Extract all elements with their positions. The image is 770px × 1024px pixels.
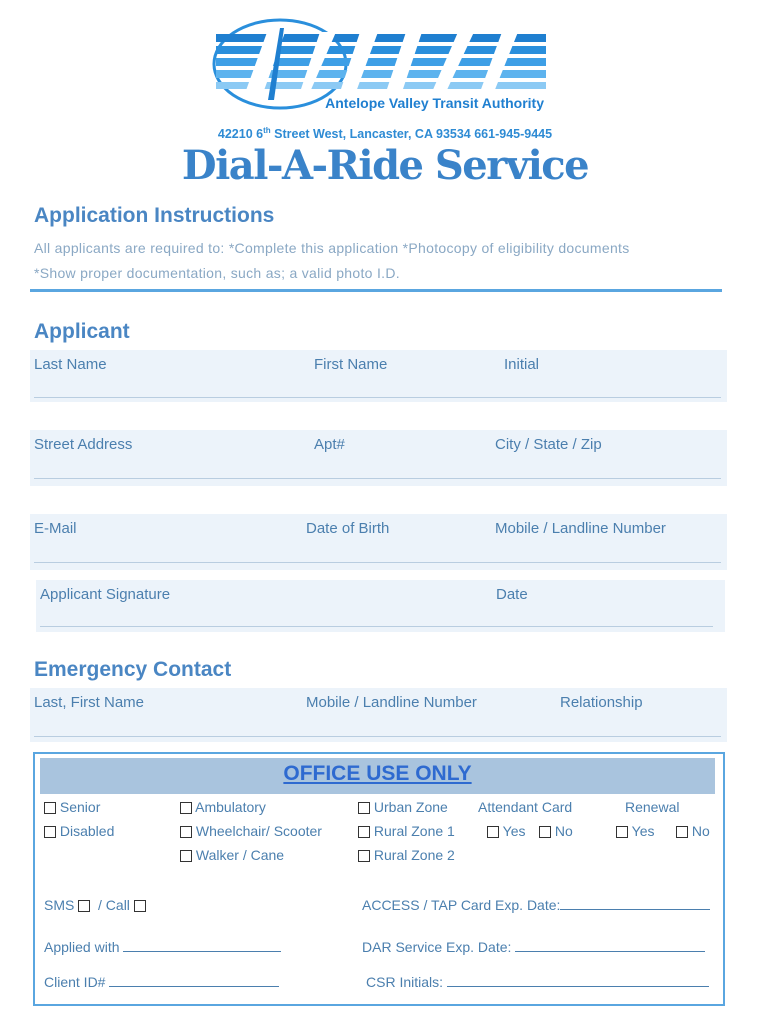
wheelchair-option[interactable]: Wheelchair/ Scooter bbox=[180, 823, 322, 839]
applied-with-line[interactable] bbox=[123, 939, 281, 952]
senior-option[interactable]: Senior bbox=[44, 799, 100, 815]
avta-logo bbox=[210, 14, 552, 114]
dar-service-exp-field[interactable]: DAR Service Exp. Date: bbox=[362, 939, 705, 955]
access-tap-exp-line[interactable] bbox=[560, 897, 710, 910]
email-label: E-Mail bbox=[34, 520, 77, 537]
applicant-name-row[interactable] bbox=[30, 350, 727, 402]
signature-field-line bbox=[40, 626, 713, 627]
wheelchair-checkbox[interactable] bbox=[180, 826, 192, 838]
walker-option[interactable]: Walker / Cane bbox=[180, 847, 284, 863]
urban-zone-option[interactable]: Urban Zone bbox=[358, 799, 448, 815]
rural-zone-2-option[interactable]: Rural Zone 2 bbox=[358, 847, 455, 863]
rural-zone-1-option[interactable]: Rural Zone 1 bbox=[358, 823, 455, 839]
ambulatory-option[interactable]: Ambulatory bbox=[180, 799, 266, 815]
instructions-title: Application Instructions bbox=[34, 204, 275, 227]
instructions-line-1: All applicants are required to: *Complete this application *Photocopy of eligibility documents bbox=[34, 240, 630, 256]
attendant-no-option[interactable]: No bbox=[539, 823, 573, 839]
renewal-no-option[interactable]: No bbox=[676, 823, 710, 839]
instructions-divider bbox=[30, 289, 722, 292]
ambulatory-checkbox[interactable] bbox=[180, 802, 192, 814]
emergency-name-label: Last, First Name bbox=[34, 694, 145, 711]
apt-label: Apt# bbox=[314, 436, 345, 453]
renewal-no-checkbox[interactable] bbox=[676, 826, 688, 838]
emergency-contact-row[interactable] bbox=[30, 688, 727, 742]
rural-zone-2-checkbox[interactable] bbox=[358, 850, 370, 862]
client-id-field[interactable]: Client ID# bbox=[44, 974, 279, 990]
attendant-no-checkbox[interactable] bbox=[539, 826, 551, 838]
csr-initials-field[interactable]: CSR Initials: bbox=[366, 974, 709, 990]
attendant-card-label: Attendant Card bbox=[478, 799, 573, 815]
sms-checkbox[interactable] bbox=[78, 900, 90, 912]
address-field-line bbox=[34, 478, 721, 479]
street-address-label: Street Address bbox=[34, 436, 133, 453]
urban-zone-checkbox[interactable] bbox=[358, 802, 370, 814]
emergency-field-line bbox=[34, 736, 721, 737]
applied-with-field[interactable]: Applied with bbox=[44, 939, 281, 955]
first-name-label: First Name bbox=[314, 356, 388, 373]
applicant-address-row[interactable] bbox=[30, 430, 727, 486]
client-id-line[interactable] bbox=[109, 974, 279, 987]
logo-org-name: Antelope Valley Transit Authority bbox=[325, 95, 544, 111]
walker-checkbox[interactable] bbox=[180, 850, 192, 862]
initial-label: Initial bbox=[504, 356, 540, 373]
senior-checkbox[interactable] bbox=[44, 802, 56, 814]
sms-call-option[interactable]: SMS / Call bbox=[44, 897, 146, 913]
address-line: 42210 6th Street West, Lancaster, CA 93534 661-945-9445 bbox=[217, 126, 553, 142]
renewal-label: Renewal bbox=[625, 799, 680, 815]
csr-initials-line[interactable] bbox=[447, 974, 709, 987]
applicant-contact-row[interactable] bbox=[30, 514, 727, 570]
document-title: Dial-A-Ride Service bbox=[181, 142, 589, 189]
office-use-title: OFFICE USE ONLY bbox=[283, 762, 472, 785]
emergency-section-title: Emergency Contact bbox=[34, 658, 232, 681]
applicant-section-title: Applicant bbox=[34, 320, 130, 343]
instructions-line-2: *Show proper documentation, such as; a valid photo I.D. bbox=[34, 265, 400, 281]
signature-date-label: Date bbox=[496, 586, 528, 603]
attendant-yes-option[interactable]: Yes bbox=[487, 823, 525, 839]
phone-label: Mobile / Landline Number bbox=[495, 520, 666, 537]
rural-zone-1-checkbox[interactable] bbox=[358, 826, 370, 838]
city-state-zip-label: City / State / Zip bbox=[495, 436, 602, 453]
applicant-signature-row[interactable] bbox=[36, 580, 725, 632]
contact-field-line bbox=[34, 562, 721, 563]
call-checkbox[interactable] bbox=[134, 900, 146, 912]
signature-label: Applicant Signature bbox=[40, 586, 171, 603]
disabled-checkbox[interactable] bbox=[44, 826, 56, 838]
renewal-yes-checkbox[interactable] bbox=[616, 826, 628, 838]
dar-service-exp-line[interactable] bbox=[515, 939, 705, 952]
attendant-yes-checkbox[interactable] bbox=[487, 826, 499, 838]
relationship-label: Relationship bbox=[560, 694, 643, 711]
emergency-phone-label: Mobile / Landline Number bbox=[306, 694, 477, 711]
date-of-birth-label: Date of Birth bbox=[306, 520, 390, 537]
last-name-label: Last Name bbox=[34, 356, 107, 373]
name-field-line bbox=[34, 397, 721, 398]
access-tap-exp-field[interactable]: ACCESS / TAP Card Exp. Date: bbox=[362, 897, 710, 913]
renewal-yes-option[interactable]: Yes bbox=[616, 823, 654, 839]
disabled-option[interactable]: Disabled bbox=[44, 823, 114, 839]
